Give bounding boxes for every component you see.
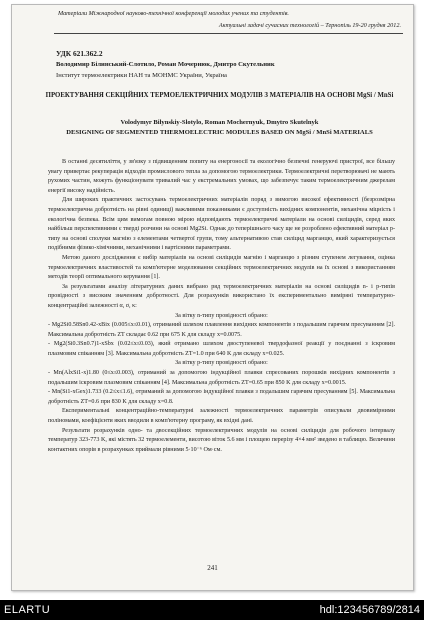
authors-en: Volodymyr Bilynskiy-Slotylo, Roman Mochernyuk, Dmytro Skutelnyk <box>120 119 319 126</box>
p-type-heading: За вітку p-типу провідності обрано: <box>175 360 268 367</box>
title-en: DESIGNING OF SEGMENTED THERMOELECTRIC MODULES BASED ON MgSi / MnSi MATERIALS <box>66 129 373 136</box>
paragraph-materials: Для широких практичних застосувань термоелектричних матеріалів поряд з вимогою високої ефективності (безрозмірна термоелектрична добротність на рівні одиниці) важливими показниками є доступність вихідних компонентів, механічна міцність і екологічна безпека. Всім цим вимогам повною мірою відповідають термоелектричні матеріали на основі силіцидів, серед яких найбільш перспективними є тверді розчини на основі Mg2Si. Однак до теперішнього часу ще не розроблено ефективний матеріал p-типу на основі сполуки магнію з елементами четвертої групи, тому альтернативою став силіцид марганцю, який характеризується подібними фізико-хімічними, механічними і вартісними параметрами. <box>48 197 395 252</box>
handle-link[interactable]: hdl:123456789/2814 <box>319 604 420 616</box>
paragraph-polynomials: Експериментальні концентраційно-температурні залежності термоелектричних параметрів описували двовимірними поліномами, коефіцієнти яких вводили в комп'ютерну програму, як вхідні дані. <box>48 408 395 425</box>
title-ua: ПРОЕКТУВАННЯ СЕКЦІЙНИХ ТЕРМОЕЛЕКТРИЧНИХ МОДУЛІВ З МАТЕРІАЛІВ НА ОСНОВІ MgSi / MnSi <box>45 92 394 99</box>
udc-code: УДК 621.362.2 <box>56 49 103 58</box>
authors-ua: Володимир Білинський-Слотило, Роман Мочернюк, Дмитро Скутельник <box>56 61 275 68</box>
article-body <box>48 158 395 455</box>
paragraph-goal: Метою даного дослідження є вибір матеріалів на основі силіцидів магнію і марганцю з різним ступенем легування, оцінка термоелектричних властивостей та комп'ютерне моделювання секційних термоелектричних модулів на їх основі з використанням методів теорії оптимального керування [1]. <box>48 254 395 281</box>
paragraph-results: Результати розрахунків одно- та двосекційних термоелектричних модулів на основі силіцидів для робочого інтервалу температур 323-773 K, які містять 32 термоелементи, висотою віток 5.6 мм і площею перерізу 4×4 мм² зведено в таблицю. Величини контактних опорів в розрахунках приймали рівними 5·10⁻⁶ Ом·см. <box>48 427 395 453</box>
n-type-heading: За вітку n-типу провідності обрано: <box>175 312 268 319</box>
paragraph-intro: В останні десятиліття, у зв'язку з підвищенням попиту на енергоносії та екологічно безпечні генеруючі пристрої, все більшу увагу привертає рекуперація відходів промислового тепла за допомогою термоелектрики. Термоелектричні перетворювачі не мають рухомих частин, можуть функціонувати тривалий час у екстремальних умовах, що забезпечує таким термоелектричним джерелам енергії високу надійність. <box>48 159 395 194</box>
institution: Інститут термоелектрики НАН та МОНМС України, Україна <box>56 72 227 79</box>
conference-header-line-1: Матеріали Міжнародної науково-технічної конференції молодих учених та студентів. <box>58 10 289 17</box>
header-rule <box>54 33 403 34</box>
document-page <box>11 4 414 591</box>
page-number: 241 <box>207 564 218 572</box>
paragraph-analysis: За результатами аналізу літературних даних вибрано ряд термоелектричних матеріалів на основі силіцидів n- і p-типів провідності з високим значенням добротності. Для розрахунків використано їх експериментально виміряні температурно-концентраційні залежності α, σ, κ: <box>48 283 395 309</box>
repository-footer-bar <box>0 600 424 620</box>
conference-header-line-2: Актуальні задачі сучасних технологій – Тернопіль 19-20 грудня 2012. <box>218 22 401 29</box>
p-type-item-1: - Mn(AlxSi1-x)1.80 (0≤x≤0.003), отриманий за допомогою індукційної плавки спресованих порошків вихідних компонентів з подальшим іскровим плазмовим спіканням [4]. Максимальна добротність ZT=0.65 при 850 K для складу x=0.0015. <box>48 370 395 386</box>
repository-label: ELARTU <box>4 604 51 616</box>
p-type-item-2: - Mn(Si1-xGex)1.733 (0.2≤x≤1.6), отриманий за допомогою індукційної плавки з подальшим гарячим пресуванням [5]. Максимальна добротність ZT=0.6 при 830 K для складу x=0.8. <box>48 389 395 405</box>
n-type-item-1: - Mg2Si0.58Sn0.42-xBix (0.005≤x≤0.01), отриманий шляхом плавлення вихідних компонентів з подальшим гарячим пресуванням [2]. Максимальна добротність ZT складає 0.62 при 675 K для складу x=0.0075. <box>48 322 395 338</box>
n-type-item-2: - Mg2(Si0.3Sn0.7)1-xSbx (0.02≤x≤0.03), який отримано шляхом двоступеневої твердофазної реакції у поєднанні з іскровим плазмовим спіканням [3]. Максимальна добротність ZT=1.0 при 640 K для складу x=0.025. <box>48 341 395 357</box>
